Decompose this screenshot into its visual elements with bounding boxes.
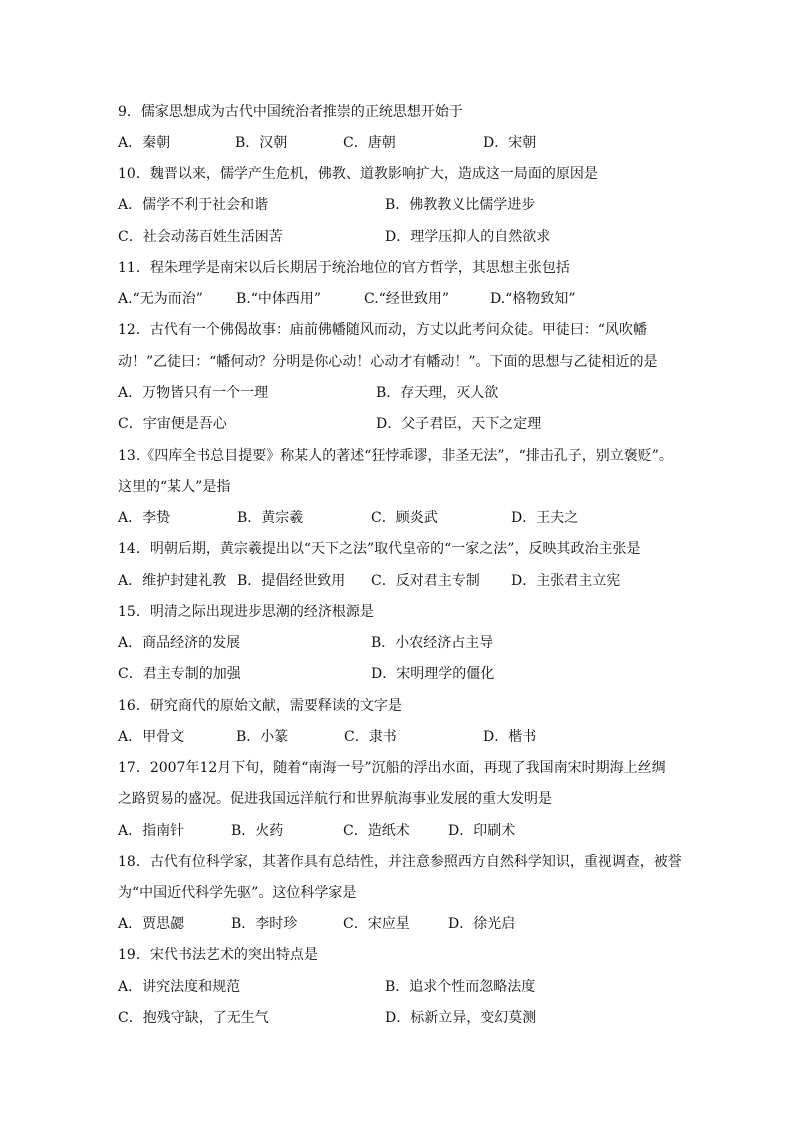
question-13-stem-line-2: 这里的“某人”是指 xyxy=(118,479,231,495)
question-10-option-c: C．社会动荡百姓生活困苦 xyxy=(118,229,283,245)
question-19-option-a: A．讲究法度和规范 xyxy=(118,979,241,995)
question-9-option-d: D．宋朝 xyxy=(483,135,537,151)
question-19-option-d: D．标新立异，变幻莫测 xyxy=(385,1010,537,1026)
question-12-option-d: D．父子君臣，天下之定理 xyxy=(376,416,542,432)
question-15-option-d: D．宋明理学的僵化 xyxy=(371,666,495,682)
question-18-option-d: D．徐光启 xyxy=(448,916,516,932)
question-14-option-b: B．提倡经世致用 xyxy=(237,573,346,589)
question-14-option-c: C．反对君主专制 xyxy=(371,573,480,589)
question-16-stem: 16．研究商代的原始文献，需要释读的文字是 xyxy=(118,698,402,714)
question-10-option-b: B．佛教教义比儒学进步 xyxy=(385,197,536,213)
question-13-option-c: C．顾炎武 xyxy=(371,510,438,526)
question-16-option-a: A．甲骨文 xyxy=(118,729,185,745)
question-19-stem: 19．宋代书法艺术的突出特点是 xyxy=(118,947,318,963)
question-9-option-b: B．汉朝 xyxy=(235,135,288,151)
question-15-option-a: A．商品经济的发展 xyxy=(118,635,241,651)
question-19-option-c: C．抱残守缺，了无生气 xyxy=(118,1010,269,1026)
question-18-stem-line-1: 18．古代有位科学家，其著作具有总结性，并注意参照西方自然科学知识，重视调查，被誉 xyxy=(118,854,682,870)
question-19-option-b: B．追求个性而忽略法度 xyxy=(385,979,536,995)
question-12-stem-line-2: 动！”乙徒曰：“幡何动？分明是你心动！心动才有幡动！”。下面的思想与乙徒相近的是 xyxy=(118,354,658,370)
question-9-option-c: C．唐朝 xyxy=(343,135,396,151)
question-13-option-a: A．李贽 xyxy=(118,510,171,526)
question-15-stem: 15．明清之际出现进步思潮的经济根源是 xyxy=(118,604,374,620)
question-14-stem: 14．明朝后期，黄宗羲提出以“天下之法”取代皇帝的“一家之法”，反映其政治主张是 xyxy=(118,541,641,557)
question-11-option-a: A.“无为而治” xyxy=(118,291,203,307)
question-14-option-d: D．主张君主立宪 xyxy=(511,573,621,589)
question-10-option-d: D．理学压抑人的自然欲求 xyxy=(385,229,551,245)
question-11-option-d: D.“格物致知” xyxy=(490,291,576,307)
question-11-option-b: B.“中体西用” xyxy=(236,291,322,307)
question-17-option-b: B．火药 xyxy=(231,823,284,839)
question-11-option-c: C.“经世致用” xyxy=(364,291,449,307)
question-10-option-a: A．儒学不利于社会和谐 xyxy=(118,197,269,213)
question-9-stem: 9．儒家思想成为古代中国统治者推崇的正统思想开始于 xyxy=(118,104,463,120)
question-13-option-b: B．黄宗羲 xyxy=(237,510,304,526)
question-18-option-c: C．宋应星 xyxy=(343,916,410,932)
question-10-stem: 10．魏晋以来，儒学产生危机，佛教、道教影响扩大，造成这一局面的原因是 xyxy=(118,166,598,182)
question-16-option-d: D．楷书 xyxy=(483,729,537,745)
question-13-option-d: D．王夫之 xyxy=(511,510,579,526)
question-16-option-b: B．小篆 xyxy=(236,729,289,745)
question-15-option-c: C．君主专制的加强 xyxy=(118,666,241,682)
question-18-option-a: A．贾思勰 xyxy=(118,916,185,932)
question-17-option-d: D．印刷术 xyxy=(448,823,516,839)
question-12-option-b: B．存天理，灭人欲 xyxy=(376,385,499,401)
question-18-stem-line-2: 为“中国近代科学先驱”。这位科学家是 xyxy=(118,885,357,901)
question-18-option-b: B．李时珍 xyxy=(231,916,298,932)
question-16-option-c: C．隶书 xyxy=(344,729,397,745)
question-17-option-a: A．指南针 xyxy=(118,823,185,839)
question-11-stem: 11．程朱理学是南宋以后长期居于统治地位的官方哲学，其思想主张包括 xyxy=(118,260,570,276)
question-14-option-a: A．维护封建礼教 xyxy=(118,573,227,589)
question-12-option-a: A．万物皆只有一个一理 xyxy=(118,385,269,401)
question-17-option-c: C．造纸术 xyxy=(343,823,410,839)
question-13-stem-line-1: 13.《四库全书总目提要》称某人的著述“狂悖乖谬，非圣无法”，“排击孔子，别立褒贬”。 xyxy=(118,448,673,464)
question-15-option-b: B．小农经济占主导 xyxy=(371,635,494,651)
question-17-stem-line-2: 之路贸易的盛况。促进我国远洋航行和世界航海事业发展的重大发明是 xyxy=(118,791,552,807)
question-17-stem-line-1: 17．2007年12月下旬，随着“南海一号”沉船的浮出水面，再现了我国南宋时期海上丝绸 xyxy=(118,760,666,776)
question-12-stem-line-1: 12．古代有一个佛偈故事：庙前佛幡随风而动，方丈以此考问众徒。甲徒曰：“风吹幡 xyxy=(118,322,647,338)
question-12-option-c: C．宇宙便是吾心 xyxy=(118,416,227,432)
question-9-option-a: A．秦朝 xyxy=(118,135,171,151)
